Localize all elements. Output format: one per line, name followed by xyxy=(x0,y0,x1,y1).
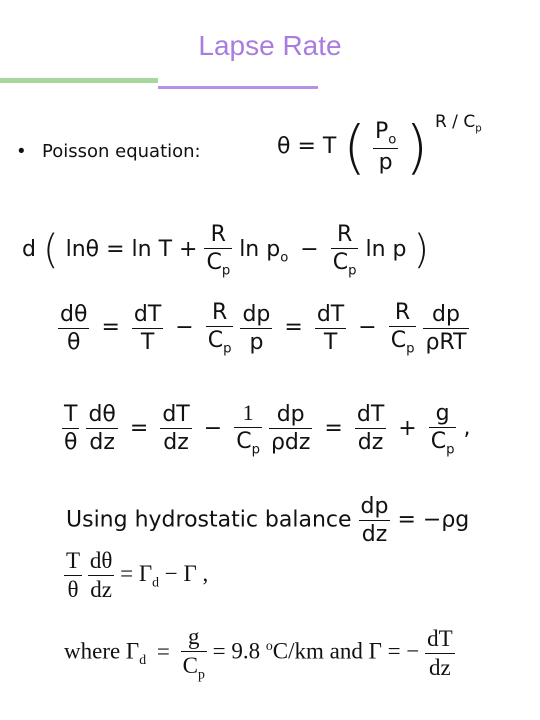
frac-dtheta-dz xyxy=(86,402,117,455)
minus: − xyxy=(358,315,377,341)
equals: = xyxy=(101,315,120,341)
dT: dT xyxy=(356,402,385,428)
r-over-cp-1 xyxy=(204,222,232,278)
frac-R-Cp-2 xyxy=(389,300,417,356)
bullet-marker: • xyxy=(18,141,25,162)
title-underline-green xyxy=(0,78,158,83)
minus: − xyxy=(175,315,194,341)
log-equation xyxy=(22,222,429,278)
dtheta: dθ xyxy=(60,301,88,327)
dp: dp xyxy=(360,494,389,519)
R: R xyxy=(210,222,226,247)
theta: θ xyxy=(64,575,82,603)
slide-title: Lapse Rate xyxy=(198,30,342,61)
C: C xyxy=(332,250,349,275)
plus: + xyxy=(398,415,417,441)
sub-d: d xyxy=(139,652,147,668)
frac-dT-dz xyxy=(425,626,455,681)
unit-text: C/km and Γ = − xyxy=(272,638,420,664)
numerator-P: P xyxy=(374,118,389,144)
dT: dT xyxy=(133,301,162,327)
pressure-ratio xyxy=(373,119,398,175)
poisson-lhs: θ = T xyxy=(277,134,337,159)
dp: dp xyxy=(432,301,460,327)
derivative-equation-1 xyxy=(58,300,469,356)
frac-dtheta-dz xyxy=(88,548,115,603)
sub-p: p xyxy=(223,341,232,357)
C: C xyxy=(182,653,198,678)
sub-p: p xyxy=(348,263,357,279)
equals: = xyxy=(284,315,303,341)
R: R xyxy=(211,300,228,325)
dz: dz xyxy=(359,520,391,547)
one: 1 xyxy=(242,400,254,425)
title-underline-purple xyxy=(158,86,318,89)
T: T xyxy=(64,402,78,428)
exponent xyxy=(434,112,482,135)
sub-p: p xyxy=(251,442,260,458)
C: C xyxy=(207,328,224,353)
T: T xyxy=(132,328,163,355)
frac-1-Cp xyxy=(234,400,262,457)
frac-T-theta xyxy=(62,402,79,455)
frac-dp-p xyxy=(240,302,272,355)
dz: dz xyxy=(86,428,117,455)
gamma-d: = Γ xyxy=(120,560,153,586)
close-paren: ) xyxy=(413,227,430,274)
sub-o: o xyxy=(280,250,289,266)
dtheta: dθ xyxy=(89,548,113,573)
r-over-cp-2 xyxy=(331,222,359,278)
dz: dz xyxy=(160,428,191,455)
frac-dT-T xyxy=(132,302,163,355)
frac-dT-T-2 xyxy=(315,302,346,355)
frac-g-Cp xyxy=(429,401,457,457)
log-part3: ln p xyxy=(365,237,407,263)
comma: , xyxy=(463,415,471,441)
R: R xyxy=(336,222,353,247)
exponent-text: R / C xyxy=(434,112,476,132)
sub-p: p xyxy=(197,666,205,682)
frac-dp-rhodz xyxy=(269,402,312,455)
hydro-rhs: = −ρg xyxy=(397,507,470,533)
dp: dp xyxy=(276,402,305,428)
frac-R-Cp xyxy=(206,300,234,356)
open-paren: ( xyxy=(42,227,59,274)
dp: dp xyxy=(242,301,271,327)
rhodz: ρdz xyxy=(270,430,311,456)
frac-dp-dz xyxy=(359,494,391,547)
bullet-text: Poisson equation: xyxy=(42,141,201,162)
close-paren: ) xyxy=(405,113,428,181)
dT: dT xyxy=(162,402,190,428)
C: C xyxy=(390,328,407,353)
hydrostatic-balance xyxy=(66,494,469,547)
frac-dp-rhoRT xyxy=(423,302,468,355)
denominator-p: p xyxy=(373,148,398,175)
sub-d: d xyxy=(152,574,160,590)
frac-dT-dz-2 xyxy=(355,402,386,455)
dtheta: dθ xyxy=(88,402,116,428)
sub-p: p xyxy=(446,441,455,457)
C: C xyxy=(206,250,222,275)
frac-dtheta-theta xyxy=(58,302,89,355)
T: T xyxy=(66,548,81,573)
derivative-equation-2 xyxy=(62,400,470,457)
poisson-equation xyxy=(277,112,482,181)
lapse-rate-equation xyxy=(64,548,208,603)
dz: dz xyxy=(355,428,386,455)
g: g xyxy=(435,400,450,426)
where-line xyxy=(64,624,455,683)
numerator-sub: o xyxy=(388,132,397,148)
frac-T-theta xyxy=(64,548,82,603)
equals: = xyxy=(324,415,343,441)
rhoRT: ρRT xyxy=(425,329,467,355)
sub-p: p xyxy=(406,341,415,357)
open-paren: ( xyxy=(343,113,366,181)
dT: dT xyxy=(427,625,453,651)
hydro-text: Using hydrostatic balance xyxy=(66,507,352,533)
where-gamma: where Γ xyxy=(64,638,140,664)
exponent-sub: p xyxy=(475,123,482,135)
degree: o xyxy=(265,637,273,653)
equals: = xyxy=(129,415,149,441)
log-part1: lnθ = ln T + xyxy=(65,237,198,263)
theta: θ xyxy=(58,328,89,355)
frac-dT-dz xyxy=(160,402,191,455)
sub-p: p xyxy=(221,263,231,279)
T: T xyxy=(315,328,346,355)
equals: = xyxy=(156,638,170,664)
g: g xyxy=(188,624,200,649)
value: = 9.8 xyxy=(212,638,261,664)
dT: dT xyxy=(316,301,345,327)
dz: dz xyxy=(425,653,455,681)
minus: − xyxy=(203,415,223,441)
p: p xyxy=(240,328,272,355)
C: C xyxy=(430,428,447,454)
R: R xyxy=(394,300,411,325)
differential-d: d xyxy=(22,237,36,263)
frac-g-Cp xyxy=(181,624,207,683)
log-part2: ln p xyxy=(239,237,281,263)
theta: θ xyxy=(64,430,78,456)
C: C xyxy=(236,429,252,454)
minus: − xyxy=(300,237,319,263)
minus-gamma: − Γ , xyxy=(159,560,209,586)
dz: dz xyxy=(88,575,115,603)
